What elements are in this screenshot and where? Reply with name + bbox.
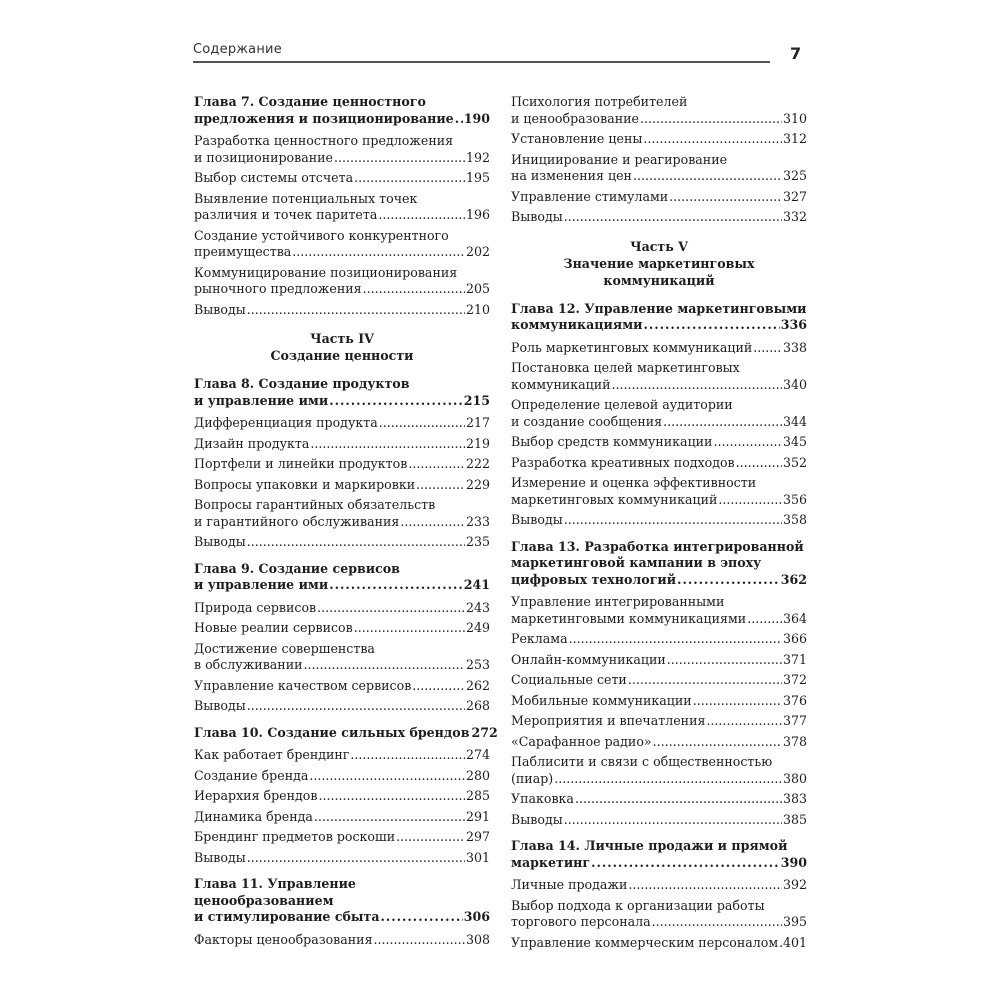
toc-item[interactable]: Выводы ..... 385	[511, 812, 807, 829]
toc-item[interactable]: Реклама ..... 366	[511, 631, 807, 648]
toc-chapter-8[interactable]: Глава 8. Создание продуктов и управление ими ..... 215	[194, 376, 490, 409]
toc-item[interactable]: Вопросы упаковки и маркировки ..... 229	[194, 477, 490, 494]
toc-item[interactable]: Природа сервисов ..... 243	[194, 600, 490, 617]
toc-item[interactable]: Психология потребителей и ценообразование ..... 310	[511, 94, 807, 127]
toc-item[interactable]: Вопросы гарантийных обязательств и гарантийного обслуживания ..... 233	[194, 497, 490, 530]
toc-item[interactable]: Создание устойчивого конкурентного преимущества ..... 202	[194, 228, 490, 261]
toc-item[interactable]: Достижение совершенства в обслуживании ..... 253	[194, 641, 490, 674]
toc-item[interactable]: Портфели и линейки продуктов ..... 222	[194, 456, 490, 473]
toc-item[interactable]: Мероприятия и впечатления ..... 377	[511, 713, 807, 730]
header-title: Содержание	[193, 42, 282, 57]
toc-item[interactable]: Иерархия брендов ..... 285	[194, 788, 490, 805]
toc-item[interactable]: «Сарафанное радио» ..... 378	[511, 734, 807, 751]
toc-chapter-7[interactable]: Глава 7. Создание ценностного предложения и позиционирование ..... 190	[194, 94, 490, 127]
toc-item[interactable]: Паблисити и связи с общественностью (пиар) ..... 380	[511, 754, 807, 787]
toc-part-5: Часть V Значение маркетинговых коммуникаций	[563, 238, 755, 288]
toc-item[interactable]: Постановка целей маркетинговых коммуникаций ..... 340	[511, 360, 807, 393]
toc-item[interactable]: Как работает брендинг ..... 274	[194, 747, 490, 764]
toc-item[interactable]: Управление интегрированными маркетинговыми коммуникациями ..... 364	[511, 594, 807, 627]
toc-chapter-9[interactable]: Глава 9. Создание сервисов и управление ими ..... 241	[194, 561, 490, 594]
toc-item[interactable]: Роль маркетинговых коммуникаций ..... 338	[511, 340, 807, 357]
toc-item[interactable]: Выводы ..... 210	[194, 302, 490, 319]
toc-item[interactable]: Определение целевой аудитории и создание сообщения ..... 344	[511, 397, 807, 430]
header-rule	[193, 61, 770, 63]
toc-item[interactable]: Установление цены ..... 312	[511, 131, 807, 148]
toc-item[interactable]: Разработка ценностного предложения и позиционирование ..... 192	[194, 133, 490, 166]
toc-item[interactable]: Мобильные коммуникации ..... 376	[511, 693, 807, 710]
toc-item[interactable]: Личные продажи ..... 392	[511, 877, 807, 894]
toc-left-column	[194, 94, 498, 952]
toc-item[interactable]: Инициирование и реагирование на изменения цен ..... 325	[511, 152, 807, 185]
toc-item[interactable]: Брендинг предметов роскоши ..... 297	[194, 829, 490, 846]
toc-item[interactable]: Управление коммерческим персоналом ..... 401	[511, 935, 807, 952]
toc-item[interactable]: Упаковка ..... 383	[511, 791, 807, 808]
toc-item[interactable]: Управление стимулами ..... 327	[511, 189, 807, 206]
toc-part-4: Часть IV Создание ценности	[270, 331, 414, 363]
toc-right-column	[511, 94, 807, 955]
toc-item[interactable]: Коммуницирование позиционирования рыночного предложения ..... 205	[194, 265, 490, 298]
toc-item[interactable]: Разработка креативных подходов ..... 352	[511, 455, 807, 472]
toc-item[interactable]: Выводы ..... 268	[194, 698, 490, 715]
toc-item[interactable]: Социальные сети ..... 372	[511, 672, 807, 689]
toc-chapter-12[interactable]: Глава 12. Управление маркетинговыми коммуникациями ..... 336	[511, 301, 807, 334]
toc-item[interactable]: Создание бренда ..... 280	[194, 768, 490, 785]
toc-chapter-11[interactable]: Глава 11. Управление ценообразованием и стимулирование сбыта ..... 306	[194, 876, 490, 926]
toc-item[interactable]: Факторы ценообразования ..... 308	[194, 932, 490, 949]
toc-item[interactable]: Управление качеством сервисов ..... 262	[194, 678, 490, 695]
page-number: 7	[790, 44, 802, 63]
toc-item[interactable]: Выводы ..... 301	[194, 850, 490, 867]
toc-item[interactable]: Дизайн продукта ..... 219	[194, 436, 490, 453]
toc-chapter-13[interactable]: Глава 13. Разработка интегрированной маркетинговой кампании в эпоху цифровых технологий ..... 362	[511, 539, 807, 589]
toc-item[interactable]: Выявление потенциальных точек различия и точек паритета ..... 196	[194, 191, 490, 224]
toc-chapter-10[interactable]: Глава 10. Создание сильных брендов 272	[194, 724, 498, 740]
toc-item[interactable]: Измерение и оценка эффективности маркетинговых коммуникаций ..... 356	[511, 475, 807, 508]
toc-item[interactable]: Динамика бренда ..... 291	[194, 809, 490, 826]
toc-item[interactable]: Выводы ..... 235	[194, 534, 490, 551]
toc-item[interactable]: Новые реалии сервисов ..... 249	[194, 620, 490, 637]
toc-item[interactable]: Онлайн-коммуникации ..... 371	[511, 652, 807, 669]
toc-item[interactable]: Выводы ..... 332	[511, 209, 807, 226]
toc-item[interactable]: Выбор подхода к организации работы торгового персонала ..... 395	[511, 898, 807, 931]
page-ref: 190	[463, 110, 490, 126]
toc-item[interactable]: Выбор средств коммуникации ..... 345	[511, 434, 807, 451]
toc-item[interactable]: Выводы ..... 358	[511, 512, 807, 529]
toc-chapter-14[interactable]: Глава 14. Личные продажи и прямой маркетинг ..... 390	[511, 838, 807, 871]
toc-item[interactable]: Дифференциация продукта ..... 217	[194, 415, 490, 432]
toc-item[interactable]: Выбор системы отсчета ..... 195	[194, 170, 490, 187]
